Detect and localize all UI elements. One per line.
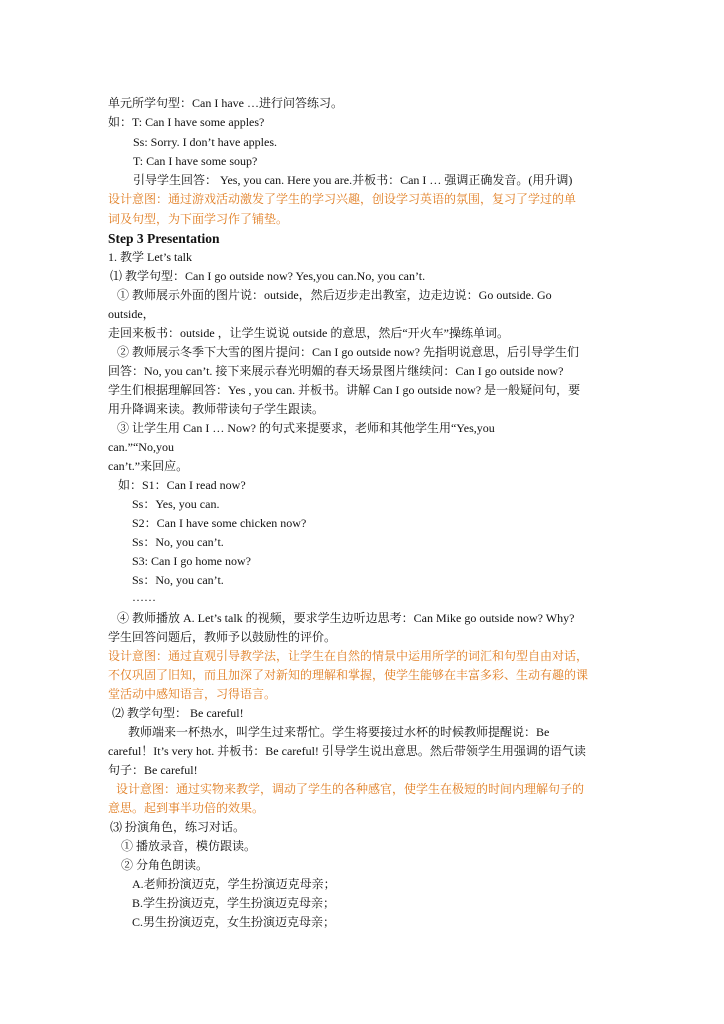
text-line: ⑴ 教学句型：Can I go outside now? Yes,you can.No, you can’t. bbox=[110, 269, 426, 283]
text-line: T: Can I have some soup? bbox=[133, 154, 258, 168]
text-line: ② 教师展示冬季下大雪的图片提问：Can I go outside now? 先指明说意思，后引导学生们 bbox=[117, 345, 579, 359]
text-line: C.男生扮演迈克，女生扮演迈克母亲； bbox=[132, 915, 336, 929]
design-intent-line: 词及句型，为下面学习作了铺垫。 bbox=[108, 212, 289, 226]
text-line: 学生回答问题后，教师予以鼓励性的评价。 bbox=[108, 630, 337, 644]
text-line: 回答：No, you can’t. 接下来展示春光明媚的春天场景图片继续问：Can I go outside now? bbox=[108, 364, 564, 378]
text-line: 学生们根据理解回答：Yes , you can. 并板书。讲解 Can I go outside now? 是一般疑问句，要 bbox=[108, 383, 581, 397]
text-line: Ss：No, you can’t. bbox=[132, 573, 224, 587]
text-line: S2：Can I have some chicken now? bbox=[132, 516, 307, 530]
text-line: can’t.”来回应。 bbox=[108, 459, 189, 473]
section-heading: Step 3 Presentation bbox=[108, 231, 220, 246]
text-line: 走回来板书：outside ，让学生说说 outside 的意思，然后“开火车”操练单词。 bbox=[108, 326, 509, 340]
text-line: ② 分角色朗读。 bbox=[121, 858, 209, 872]
design-intent-line: 设计意图：通过游戏活动激发了学生的学习兴趣，创设学习英语的氛围，复习了学过的单 bbox=[108, 192, 577, 206]
design-intent-line: 设计意图：通过直观引导教学法，让学生在自然的情景中运用所学的词汇和句型自由对话， bbox=[108, 649, 589, 663]
text-line: ⑶ 扮演角色，练习对话。 bbox=[110, 820, 246, 834]
text-line: outside， bbox=[108, 307, 155, 321]
text-line: careful！It’s very hot. 并板书：Be careful! 引导学生说出意思。然后带领学生用强调的语气读 bbox=[108, 744, 586, 758]
text-line: Ss: Sorry. I don’t have apples. bbox=[133, 135, 277, 149]
text-line: 句子：Be careful! bbox=[108, 763, 198, 777]
text-line: 1. 教学 Let’s talk bbox=[108, 250, 192, 264]
ellipsis-line: …… bbox=[132, 590, 156, 604]
text-line: 用升降调来读。教师带读句子学生跟读。 bbox=[108, 402, 325, 416]
text-line: Ss：Yes, you can. bbox=[132, 497, 220, 511]
text-line: 引导学生回答： Yes, you can. Here you are.并板书：Can I … 强调正确发音。(用升调) bbox=[133, 173, 573, 187]
text-line: 如：T: Can I have some apples? bbox=[108, 115, 265, 129]
text-line: Ss：No, you can’t. bbox=[132, 535, 224, 549]
text-line: ④ 教师播放 A. Let’s talk 的视频，要求学生边听边思考：Can Mike go outside now? Why? bbox=[117, 611, 575, 625]
text-line: ③ 让学生用 Can I … Now? 的句式来提要求，老师和其他学生用“Yes,you bbox=[117, 421, 495, 435]
text-line: ① 播放录音，模仿跟读。 bbox=[121, 839, 257, 853]
text-line: can.”“No,you bbox=[108, 440, 174, 454]
design-intent-line: 堂活动中感知语言，习得语言。 bbox=[108, 687, 277, 701]
design-intent-line: 不仅巩固了旧知，而且加深了对新知的理解和掌握，使学生能够在丰富多彩、生动有趣的课 bbox=[108, 668, 589, 682]
text-line: 教师端来一杯热水，叫学生过来帮忙。学生将要接过水杯的时候教师提醒说：Be bbox=[128, 725, 550, 739]
design-intent-line: 设计意图：通过实物来教学，调动了学生的各种感官，使学生在极短的时间内理解句子的 bbox=[116, 782, 585, 796]
text-line: 如：S1：Can I read now? bbox=[118, 478, 246, 492]
text-line: B.学生扮演迈克，学生扮演迈克母亲； bbox=[132, 896, 336, 910]
text-line: A.老师扮演迈克，学生扮演迈克母亲； bbox=[132, 877, 336, 891]
design-intent-line: 意思。起到事半功倍的效果。 bbox=[108, 801, 265, 815]
text-line: ⑵ 教学句型： Be careful! bbox=[112, 706, 244, 720]
text-line: 单元所学句型：Can I have …进行问答练习。 bbox=[108, 96, 343, 110]
text-line: ① 教师展示外面的图片说：outside，然后迈步走出教室，边走边说：Go outside. Go bbox=[117, 288, 552, 302]
text-line: S3: Can I go home now? bbox=[132, 554, 251, 568]
